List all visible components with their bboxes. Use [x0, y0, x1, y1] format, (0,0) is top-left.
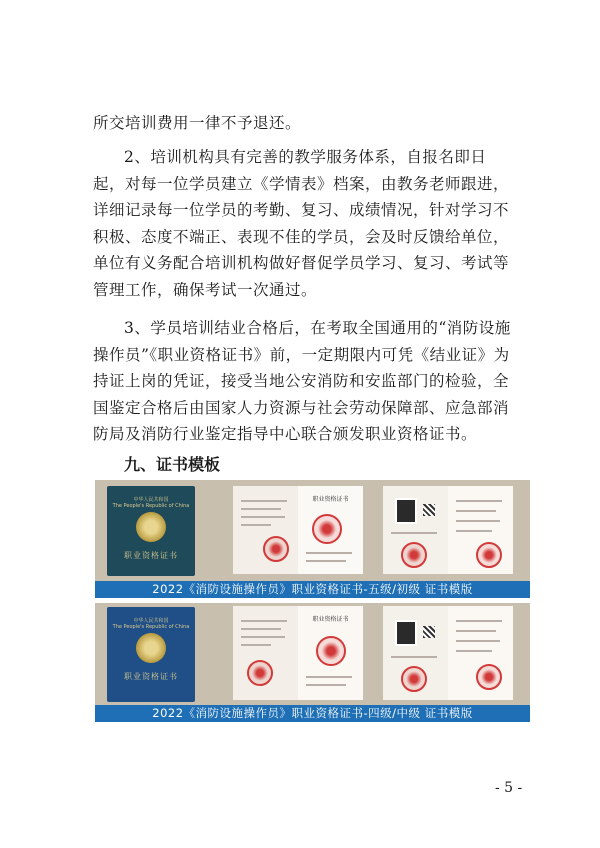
cover-country-en: The People's Republic of China [112, 503, 190, 509]
cover-title: 职业资格证书 [124, 551, 178, 560]
red-seal-icon [476, 664, 502, 690]
red-seal-icon [247, 660, 273, 686]
red-seal-icon [312, 514, 342, 544]
certificate-inner-left [233, 606, 298, 700]
red-seal-icon [316, 636, 346, 666]
red-seal-icon [263, 536, 289, 562]
caption-level4: 2022《消防设施操作员》职业资格证书-四级/中级 证书模版 [95, 705, 530, 722]
red-seal-icon [401, 666, 427, 692]
certificate-cover [107, 607, 195, 702]
certificate-details-page [448, 486, 513, 574]
certificate-photo-level4 [95, 603, 530, 705]
cover-country-en: The People's Republic of China [112, 624, 190, 630]
qr-code-icon [423, 504, 435, 516]
certificate-inner-left [233, 486, 298, 574]
certificate-holder-page [383, 606, 448, 700]
red-seal-icon [401, 542, 427, 568]
national-emblem-icon [136, 512, 166, 542]
certificate-inner-right [298, 606, 363, 700]
page-number: - 5 - [495, 780, 523, 796]
paragraph-refund: 所交培训费用一律不予退还。 [93, 114, 302, 132]
caption-level5: 2022《消防设施操作员》职业资格证书-五级/初级 证书模版 [95, 581, 530, 598]
holder-photo [395, 620, 417, 646]
holder-photo [395, 498, 417, 524]
red-seal-icon [476, 542, 502, 568]
certificate-holder-page [383, 486, 448, 574]
cover-country: 中华人民共和国 [133, 618, 169, 624]
paragraph-service-system: 2、培训机构具有完善的教学服务体系，自报名即日起，对每一位学员建立《学情表》档案，由教务老师跟进，详细记录每一位学员的考勤、复习、成绩情况，针对学习不积极、态度不端正、表现不佳的学员，会及时反馈给单位，单位有义务配合培训机构做好督促学员学习、复习、考试等管理工作，确保考试一次通过。 [93, 148, 510, 299]
cover-country: 中华人民共和国 [133, 497, 169, 503]
page-title: 职业资格证书 [312, 616, 349, 623]
certificate-cover [107, 486, 195, 576]
section-heading: 九、证书模板 [124, 455, 221, 474]
certificate-details-page [448, 606, 513, 700]
certificate-inner-right [298, 486, 363, 574]
qr-code-icon [423, 626, 435, 638]
page-title: 职业资格证书 [312, 496, 349, 503]
cover-title: 职业资格证书 [124, 672, 178, 681]
certificate-photo-level5 [95, 480, 530, 582]
national-emblem-icon [136, 633, 166, 663]
paragraph-certification: 3、学员培训结业合格后，在考取全国通用的“消防设施操作员”《职业资格证书》前，一定期限内可凭《结业证》为持证上岗的凭证，接受当地公安消防和安监部门的检验，全国鉴定合格后由国家人力资源与社会劳动保障部、应急部消防局及消防行业鉴定指导中心联合颁发职业资格证书。 [93, 319, 511, 443]
